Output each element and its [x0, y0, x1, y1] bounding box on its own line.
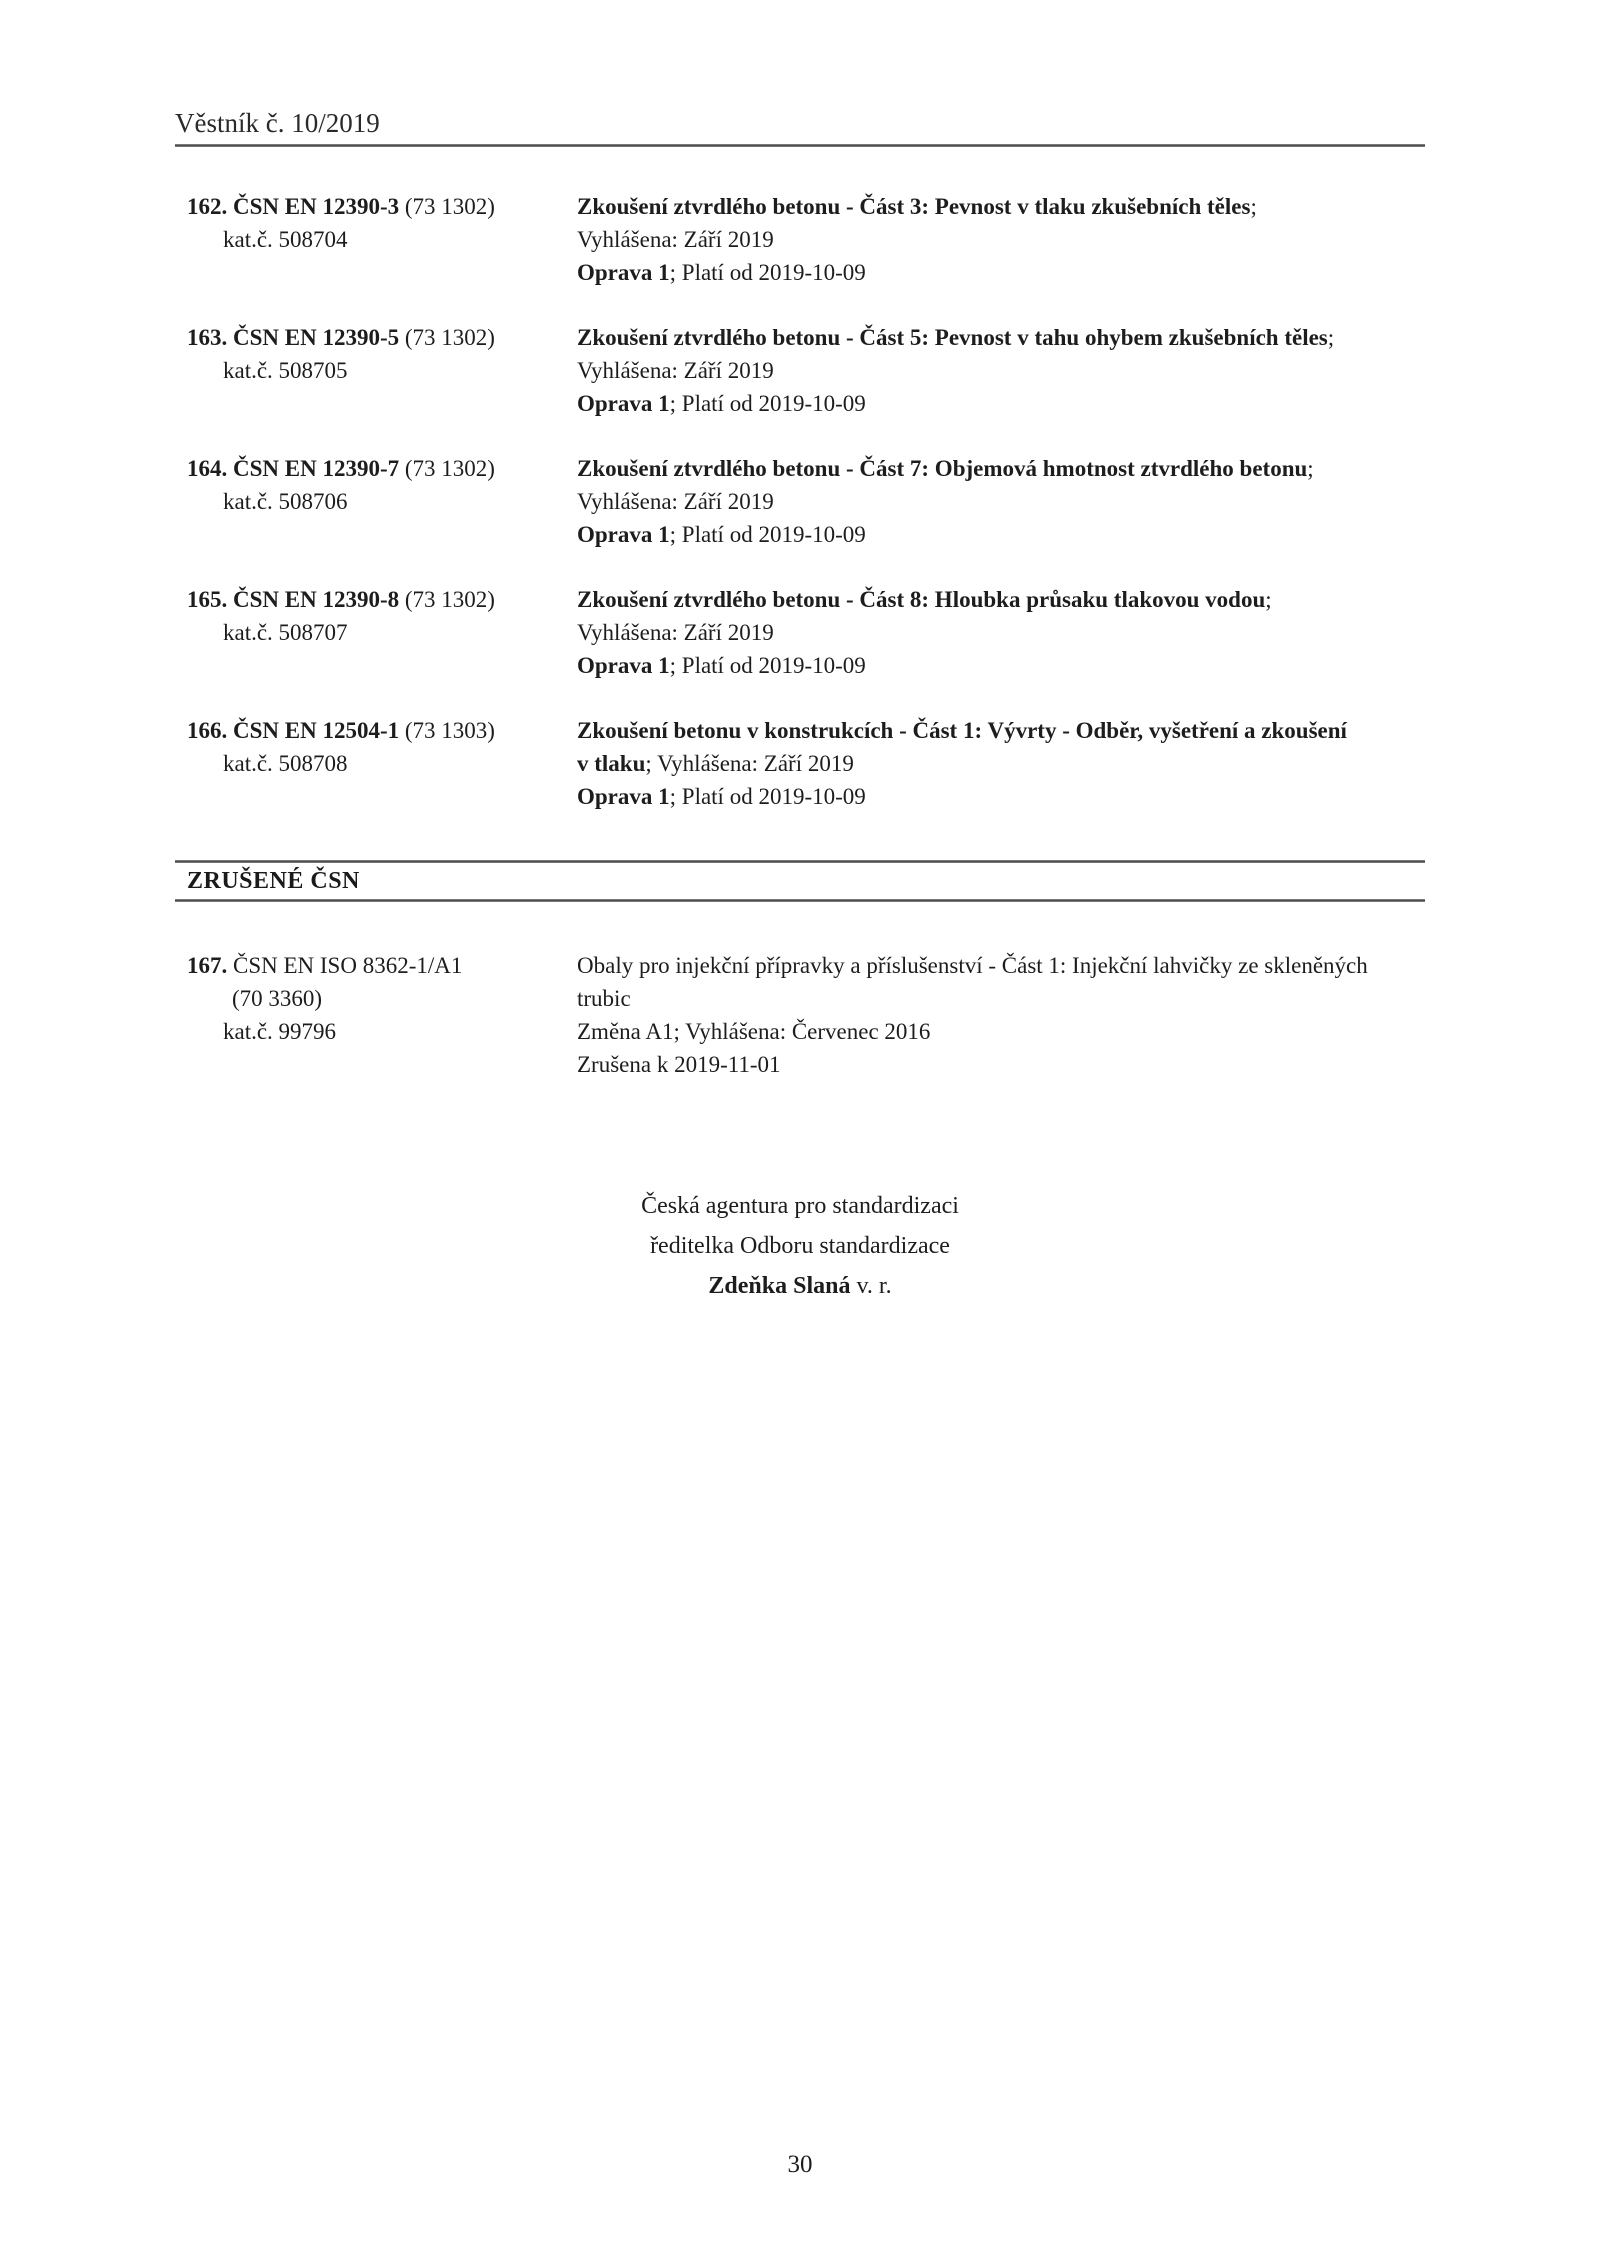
- correction-label: Oprava 1: [577, 784, 670, 809]
- class-code: (73 1302): [399, 325, 495, 350]
- entry-identification: [187, 714, 577, 813]
- standard-title-line: [577, 190, 1425, 223]
- entry-details: [577, 714, 1425, 813]
- standard-entry-163: [187, 321, 1425, 420]
- standard-entry-165: [187, 583, 1425, 682]
- correction-line: [577, 387, 1425, 420]
- signature-block: [0, 1186, 1600, 1306]
- signature-name-line: [0, 1266, 1600, 1306]
- standard-designation: ČSN EN 12390-7: [233, 456, 400, 481]
- entry-details: [577, 583, 1425, 682]
- entry-heading: [187, 583, 577, 616]
- entry-identification: [187, 949, 577, 1081]
- standard-title: Zkoušení ztvrdlého betonu - Část 7: Objemová hmotnost ztvrdlého betonu: [577, 456, 1308, 481]
- entry-details: [577, 190, 1425, 289]
- catalog-number: kat.č. 508707: [223, 620, 348, 645]
- entry-heading: [187, 321, 577, 354]
- announcement-date: Vyhlášena: Září 2019: [577, 227, 774, 252]
- title-separator: ;: [1265, 587, 1272, 612]
- standard-entry-166: [187, 714, 1425, 813]
- header-rule: [175, 144, 1425, 147]
- class-code: (73 1302): [399, 456, 495, 481]
- catalog-number: kat.č. 508706: [223, 489, 348, 514]
- valid-from-date: ; Platí od 2019-10-09: [669, 522, 866, 547]
- change-announcement: Změna A1; Vyhlášena: Červenec 2016: [577, 1019, 931, 1044]
- entry-identification: [187, 452, 577, 551]
- title-separator: ;: [1327, 325, 1335, 350]
- announcement-date: Vyhlášena: Září 2019: [577, 489, 774, 514]
- entry-number: 166.: [187, 718, 228, 743]
- section-rule-bottom: [175, 899, 1425, 902]
- announcement-date: ; Vyhlášena: Září 2019: [645, 751, 854, 776]
- standard-title-line: [577, 321, 1425, 354]
- entry-heading: [187, 452, 577, 485]
- standard-title-line: [577, 583, 1425, 616]
- page-header-title: Věstník č. 10/2019: [175, 108, 380, 138]
- standard-title: Zkoušení ztvrdlého betonu - Část 3: Pevnost v tlaku zkušebních těles: [577, 194, 1251, 219]
- standard-designation: ČSN EN 12504-1: [233, 718, 400, 743]
- cancelled-entry-167: [187, 949, 1425, 1081]
- correction-line: [577, 518, 1425, 551]
- entry-number: 165.: [187, 587, 228, 612]
- correction-line: [577, 649, 1425, 682]
- standard-designation: ČSN EN 12390-5: [233, 325, 400, 350]
- signature-role: ředitelka Odboru standardizace: [650, 1233, 950, 1259]
- correction-label: Oprava 1: [577, 260, 670, 285]
- announcement-date: Vyhlášena: Září 2019: [577, 620, 774, 645]
- valid-from-date: ; Platí od 2019-10-09: [669, 653, 866, 678]
- standard-title-continuation: trubic: [577, 986, 631, 1011]
- standard-title: Zkoušení betonu v konstrukcích - Část 1: Vývrty - Odběr, vyšetření a zkoušení: [577, 718, 1347, 743]
- standard-title-line: [577, 714, 1425, 747]
- correction-line: [577, 780, 1425, 813]
- standard-title-line: [577, 452, 1425, 485]
- entry-number: 163.: [187, 325, 228, 350]
- page-number: 30: [787, 2151, 813, 2178]
- standard-entry-164: [187, 452, 1425, 551]
- standard-title-line: Obaly pro injekční přípravky a příslušenství - Část 1: Injekční lahvičky ze skleněných: [577, 953, 1368, 978]
- standards-list: [187, 190, 1425, 1113]
- class-code: (73 1303): [399, 718, 495, 743]
- standard-designation: ČSN EN ISO 8362-1/A1: [233, 953, 463, 978]
- standard-title-part2: v tlaku: [577, 751, 646, 776]
- class-code: (73 1302): [399, 587, 495, 612]
- standard-title-continuation: [577, 747, 1425, 780]
- standard-designation: ČSN EN 12390-8: [233, 587, 400, 612]
- section-heading: ZRUŠENÉ ČSN: [187, 868, 360, 894]
- standard-entry-162: [187, 190, 1425, 289]
- entry-number: 167.: [187, 953, 228, 978]
- cancelled-date: Zrušena k 2019-11-01: [577, 1052, 781, 1077]
- title-separator: ;: [1250, 194, 1257, 219]
- correction-label: Oprava 1: [577, 522, 670, 547]
- correction-label: Oprava 1: [577, 391, 670, 416]
- class-code: (70 3360): [232, 986, 323, 1011]
- standard-designation: ČSN EN 12390-3: [233, 194, 400, 219]
- entry-heading: [187, 714, 577, 747]
- standard-title: Zkoušení ztvrdlého betonu - Část 5: Pevnost v tahu ohybem zkušebních těles: [577, 325, 1328, 350]
- entry-heading: [187, 949, 577, 982]
- announcement-date: Vyhlášena: Září 2019: [577, 358, 774, 383]
- entry-identification: [187, 321, 577, 420]
- entry-identification: [187, 583, 577, 682]
- entry-number: 164.: [187, 456, 228, 481]
- valid-from-date: ; Platí od 2019-10-09: [669, 391, 866, 416]
- valid-from-date: ; Platí od 2019-10-09: [669, 260, 866, 285]
- entry-number: 162.: [187, 194, 228, 219]
- signature-organization: Česká agentura pro standardizaci: [641, 1193, 959, 1219]
- title-separator: ;: [1307, 456, 1314, 481]
- entry-details: [577, 949, 1425, 1081]
- class-code: (73 1302): [399, 194, 495, 219]
- signature-name-suffix: v. r.: [850, 1273, 892, 1299]
- correction-label: Oprava 1: [577, 653, 670, 678]
- catalog-number: kat.č. 508708: [223, 751, 348, 776]
- entry-identification: [187, 190, 577, 289]
- catalog-number: kat.č. 99796: [223, 1019, 337, 1044]
- entry-details: [577, 452, 1425, 551]
- catalog-number: kat.č. 508704: [223, 227, 348, 252]
- signature-name: Zdeňka Slaná: [708, 1273, 851, 1299]
- valid-from-date: ; Platí od 2019-10-09: [669, 784, 866, 809]
- correction-line: [577, 256, 1425, 289]
- standard-title: Zkoušení ztvrdlého betonu - Část 8: Hloubka průsaku tlakovou vodou: [577, 587, 1266, 612]
- catalog-number: kat.č. 508705: [223, 358, 348, 383]
- entry-heading: [187, 190, 577, 223]
- section-zrusene-csn: [175, 860, 1425, 902]
- entry-details: [577, 321, 1425, 420]
